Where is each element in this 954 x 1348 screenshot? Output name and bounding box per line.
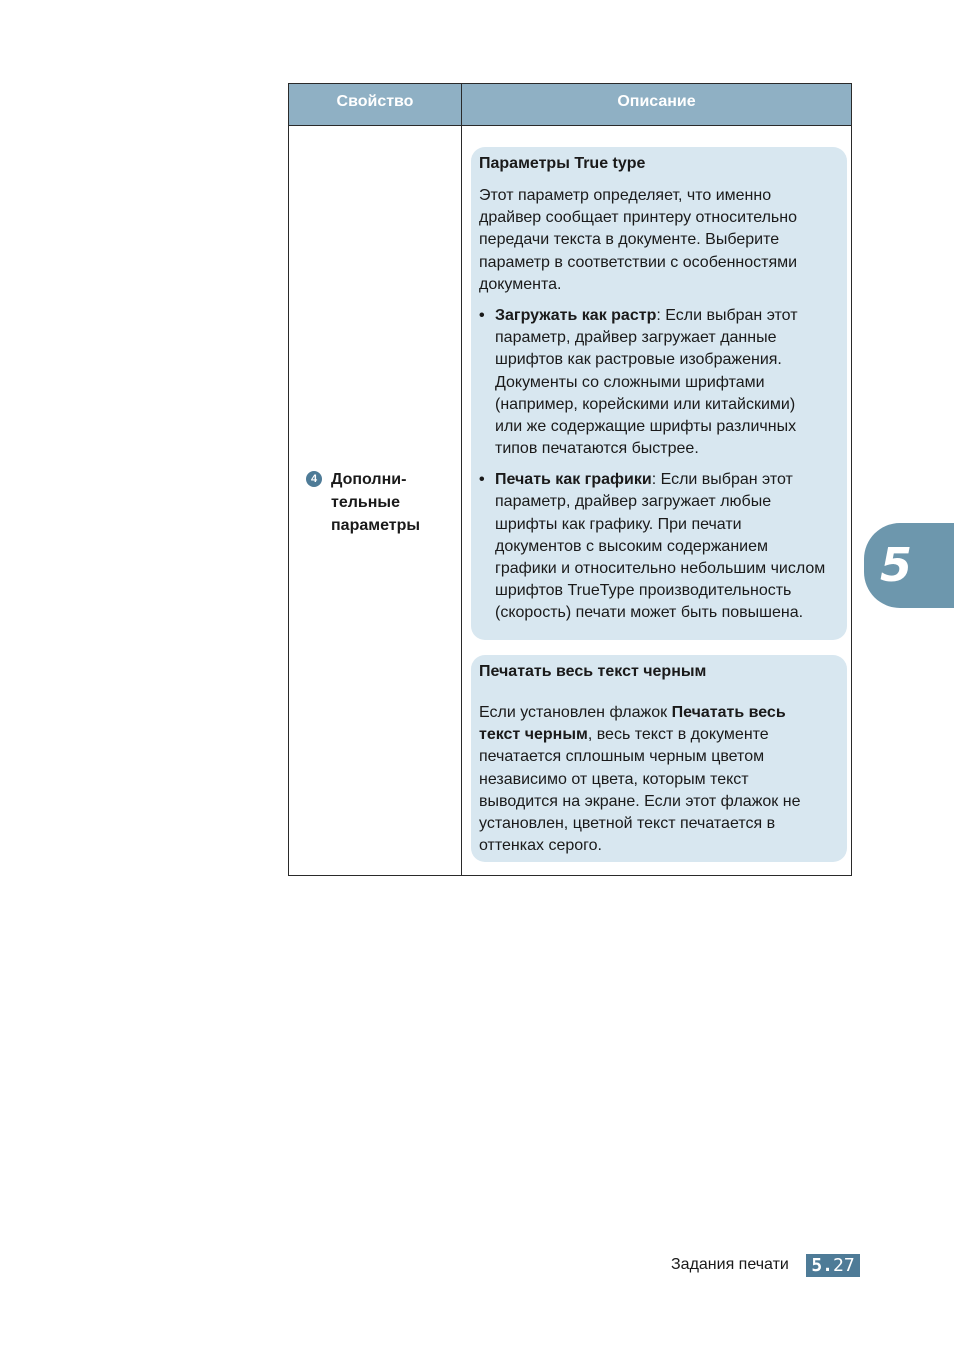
bullet-term: Печать как графики [495, 471, 652, 489]
number-4-icon: 4 [306, 471, 322, 487]
bullet-print-as-graphics: • Печать как графики: Если выбран этот параметр, драйвер загружает любые шрифты как графику. При печати документов с высоким содержанием графики и относительно небольшим числом шрифтов TrueType производительность (скорость) печати может быть повышена. [479, 471, 826, 622]
bullet-dot: • [479, 471, 485, 489]
chapter-number: 5 [880, 538, 913, 592]
column-header-property: Свойство [336, 93, 414, 110]
property-name: Дополни- тельные параметры [331, 471, 421, 534]
properties-table [288, 83, 852, 876]
page-number: 5.27 [806, 1254, 860, 1277]
bullet-term: Загружать как растр [495, 306, 657, 324]
chapter-tab [864, 523, 954, 608]
column-header-description: Описание [617, 93, 696, 110]
column-divider [461, 84, 462, 875]
footer-section-title: Задания печати [671, 1256, 789, 1273]
print-all-text-black-box [471, 655, 847, 862]
truetype-intro: Этот параметр определяет, что именно драйвер сообщает принтеру относительно передачи текста в документе. Выберите параметр в соответствии с особенностями документа. [479, 187, 798, 293]
truetype-options-box [471, 147, 847, 640]
black-text-description: Если установлен флажок Печатать весь текст черным, весь текст в документе печатается сплошным черным цветом независимо от цвета, которым текст выводится на экране. Если этот флажок не установлен, цветной текст печатается в оттенках серого. [479, 704, 801, 855]
black-text-title: Печатать весь текст черным [479, 663, 707, 680]
bullet-dot: • [479, 306, 485, 324]
bullet-download-as-bitmap: • Загружать как растр: Если выбран этот параметр, драйвер загружает данные шрифтов как растровые изображения. Документы со сложными шрифтами (например, корейскими или китайскими) или же содержащие шрифты различных типов печатаются быстрее. [479, 306, 798, 458]
table-header [289, 84, 851, 126]
truetype-title: Параметры True type [479, 155, 646, 172]
